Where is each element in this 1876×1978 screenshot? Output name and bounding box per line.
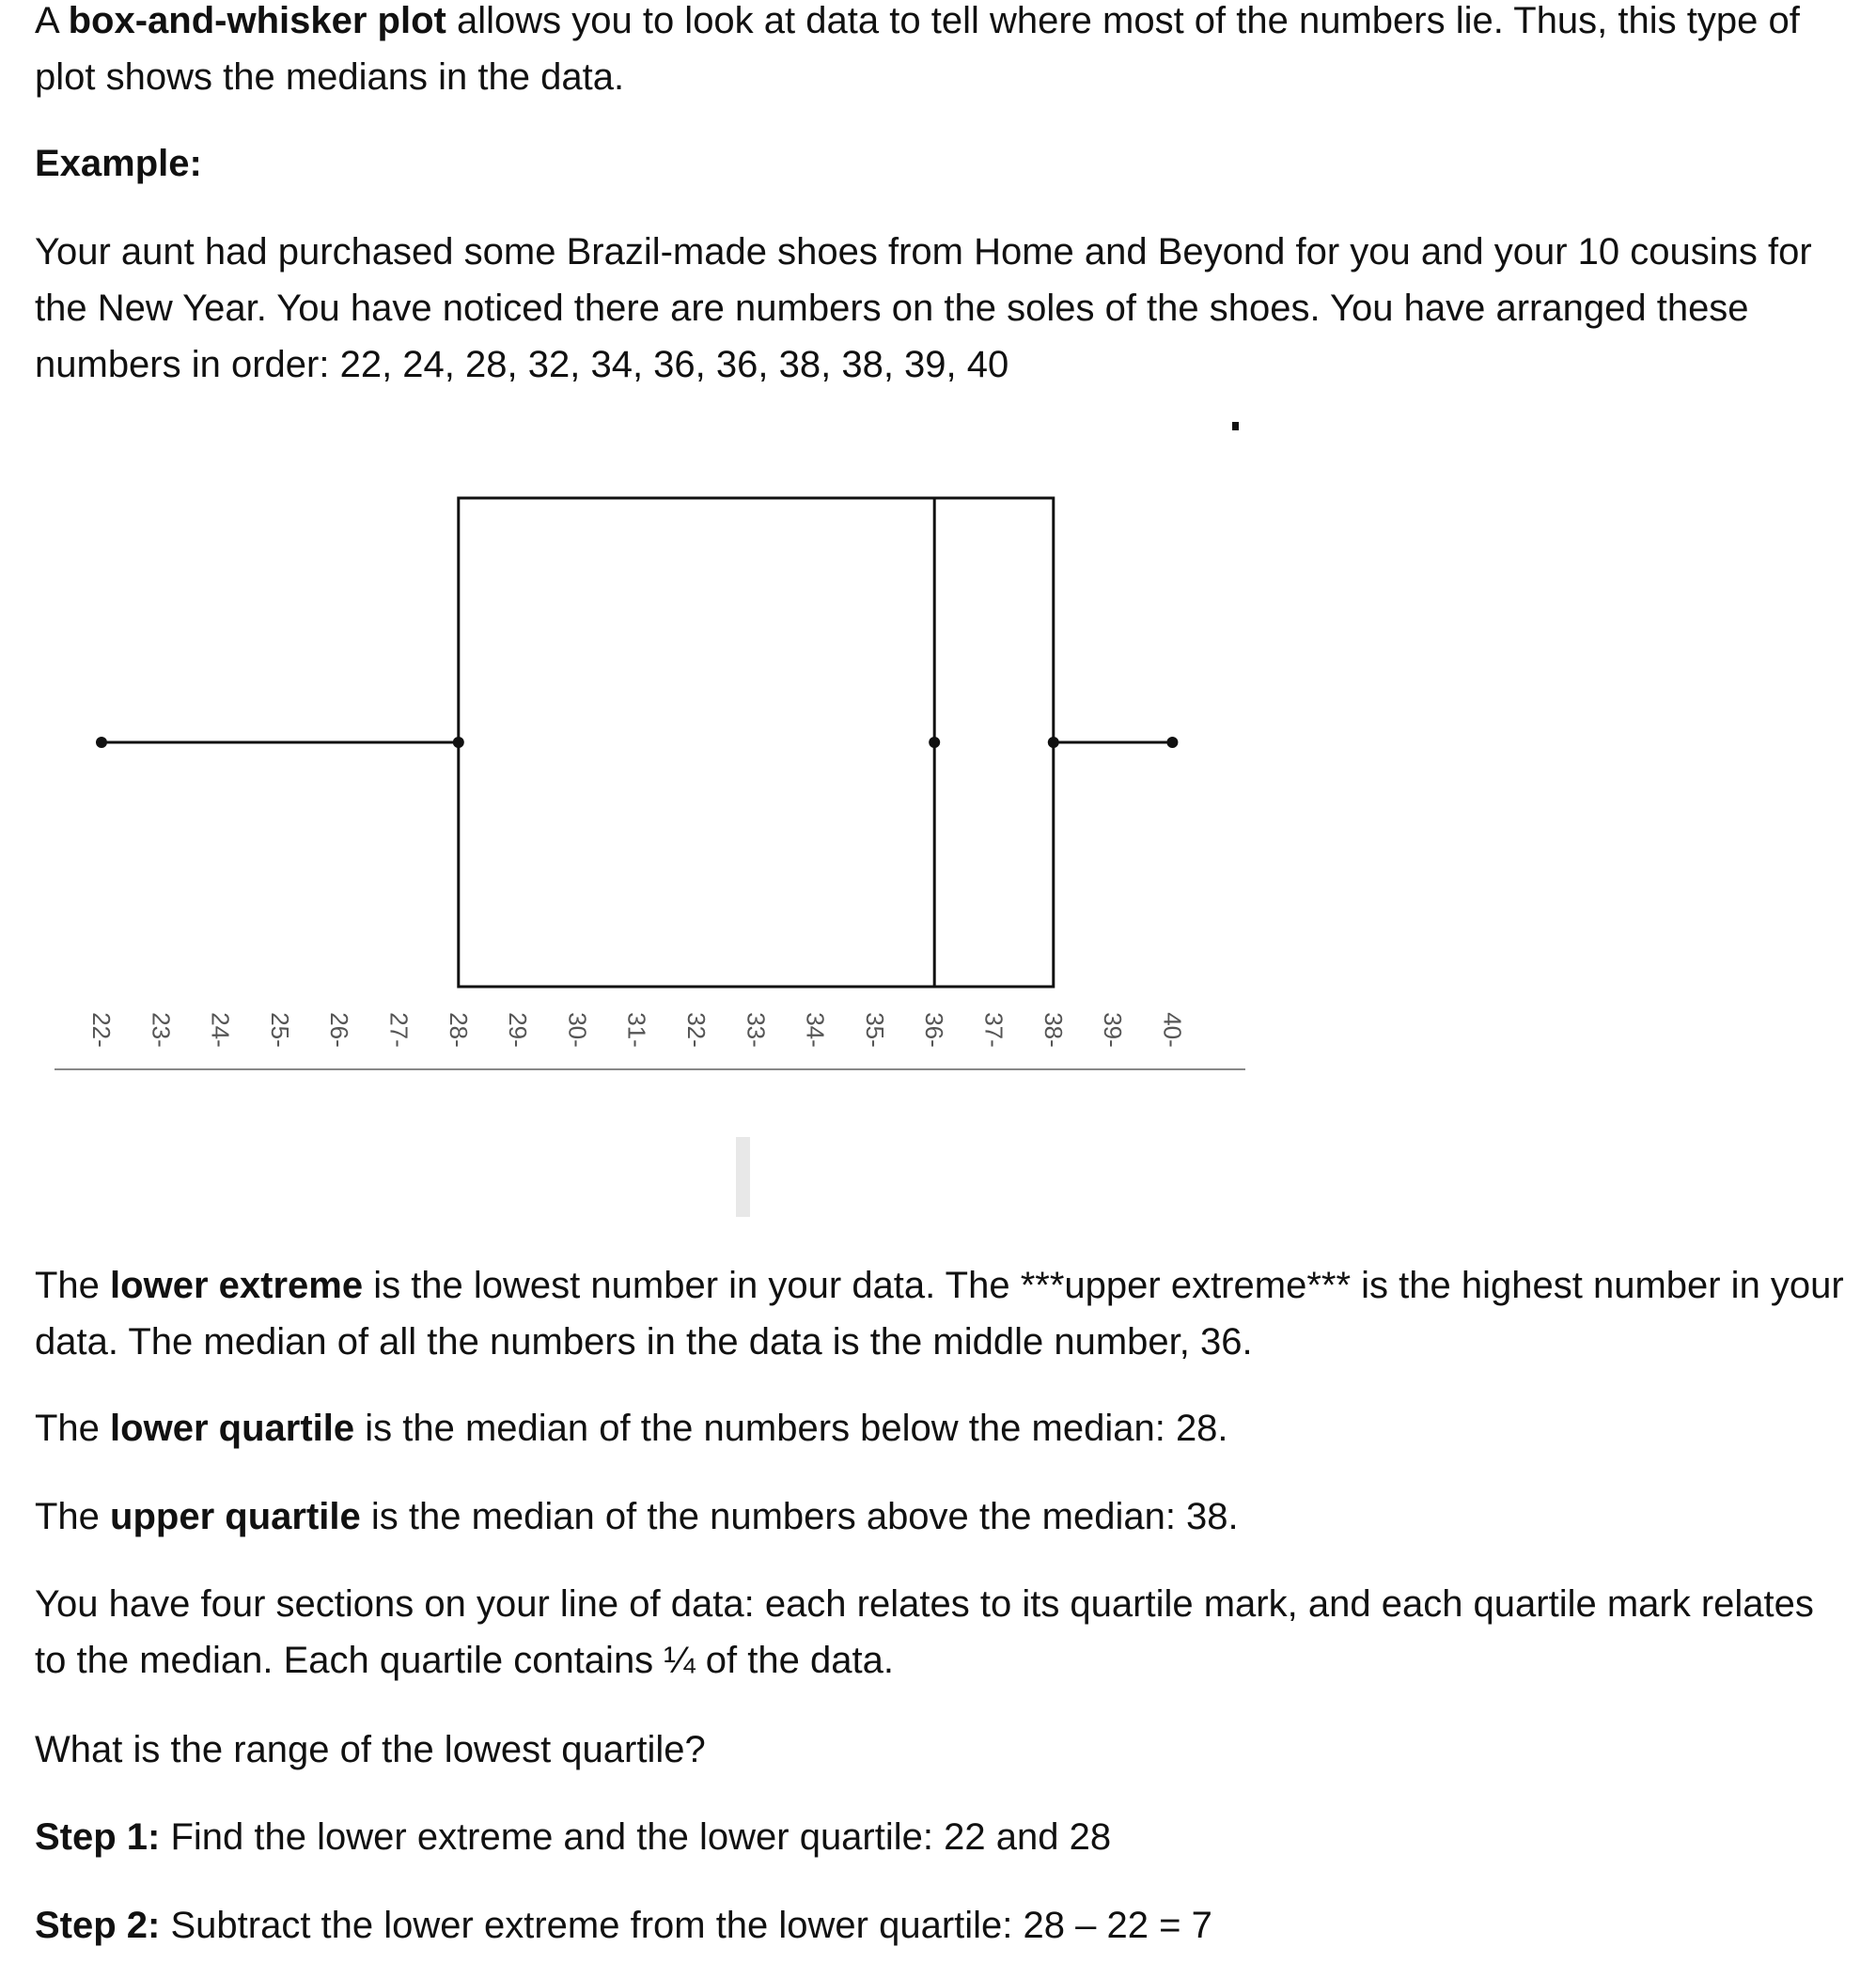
x-tick-label: 32-	[682, 1012, 711, 1048]
x-tick-label: 37-	[979, 1012, 1008, 1048]
intro-start: A	[35, 0, 69, 41]
extremes-text-b: is the lowest number in your data. The ***upper extreme*** is the highest number in your data. The median of all the numbers in the data is the middle number, 36.	[35, 1265, 1844, 1363]
lower-quartile-text-b: is the median of the numbers below the median: 28.	[354, 1408, 1228, 1449]
point-max	[1166, 737, 1178, 748]
x-tick-label: 24-	[206, 1012, 235, 1048]
intro-rest: allows you to look at data to tell where most of the numbers lie. Thus, this type of plot shows the medians in the data.	[35, 0, 1800, 98]
example-paragraph: Your aunt had purchased some Brazil-made shoes from Home and Beyond for you and your 10 cousins for the New Year. You have noticed there are numbers on the soles of the shoes. You have arranged these numbers in order: 22, 24, 28, 32, 34, 36, 36, 38, 38, 39, 40	[35, 231, 1812, 385]
step-2-label: Step 2:	[35, 1905, 161, 1946]
text-cursor-mark	[736, 1137, 750, 1217]
point-q1	[453, 737, 464, 748]
x-tick-label: 38-	[1039, 1012, 1068, 1048]
extremes-paragraph	[35, 1257, 1849, 1370]
x-tick-label: 27-	[384, 1012, 414, 1048]
x-tick-label: 25-	[265, 1012, 294, 1048]
x-tick-label: 26-	[325, 1012, 354, 1048]
point-min	[96, 737, 107, 748]
point-median	[929, 737, 940, 748]
x-tick-label: 35-	[860, 1012, 889, 1048]
extremes-text-a: The	[35, 1265, 111, 1306]
step-1-text: Find the lower extreme and the lower quartile: 22 and 28	[160, 1816, 1112, 1858]
question-paragraph: What is the range of the lowest quartile?	[35, 1729, 706, 1770]
x-tick-label: 22-	[87, 1012, 116, 1048]
example-heading-text: Example:	[35, 143, 202, 184]
point-q3	[1048, 737, 1059, 748]
x-tick-label: 36-	[920, 1012, 949, 1048]
upper-quartile-text-b: is the median of the numbers above the median: 38.	[360, 1496, 1239, 1537]
lower-quartile-paragraph	[35, 1400, 1849, 1456]
x-tick-label: 28-	[444, 1012, 473, 1048]
x-tick-label: 39-	[1099, 1012, 1128, 1048]
x-tick-label: 34-	[801, 1012, 830, 1048]
x-tick-label: 31-	[622, 1012, 651, 1048]
step-1-label: Step 1:	[35, 1816, 161, 1858]
x-tick-label: 40-	[1158, 1012, 1187, 1048]
term-lower-extreme: lower extreme	[110, 1265, 364, 1306]
quartile-box	[459, 498, 1054, 987]
step-2-paragraph	[35, 1897, 1849, 1954]
term-upper-quartile: upper quartile	[110, 1496, 361, 1537]
step-1-paragraph	[35, 1809, 1849, 1865]
box-plot-layer	[55, 498, 1245, 1069]
upper-quartile-text-a: The	[35, 1496, 111, 1537]
term-box-and-whisker-plot: box-and-whisker plot	[68, 0, 446, 41]
x-tick-label: 29-	[504, 1012, 533, 1048]
x-tick-label: 30-	[563, 1012, 592, 1048]
x-tick-label: 33-	[742, 1012, 771, 1048]
step-2-text: Subtract the lower extreme from the lower quartile: 28 – 22 = 7	[160, 1905, 1212, 1946]
x-tick-label: 23-	[147, 1012, 176, 1048]
upper-quartile-paragraph	[35, 1488, 1849, 1545]
lower-quartile-text-a: The	[35, 1408, 111, 1449]
sections-paragraph: You have four sections on your line of data: each relates to its quartile mark, and each quartile mark relates to the median. Each quartile contains ¼ of the data.	[35, 1583, 1814, 1681]
term-lower-quartile: lower quartile	[110, 1408, 355, 1449]
